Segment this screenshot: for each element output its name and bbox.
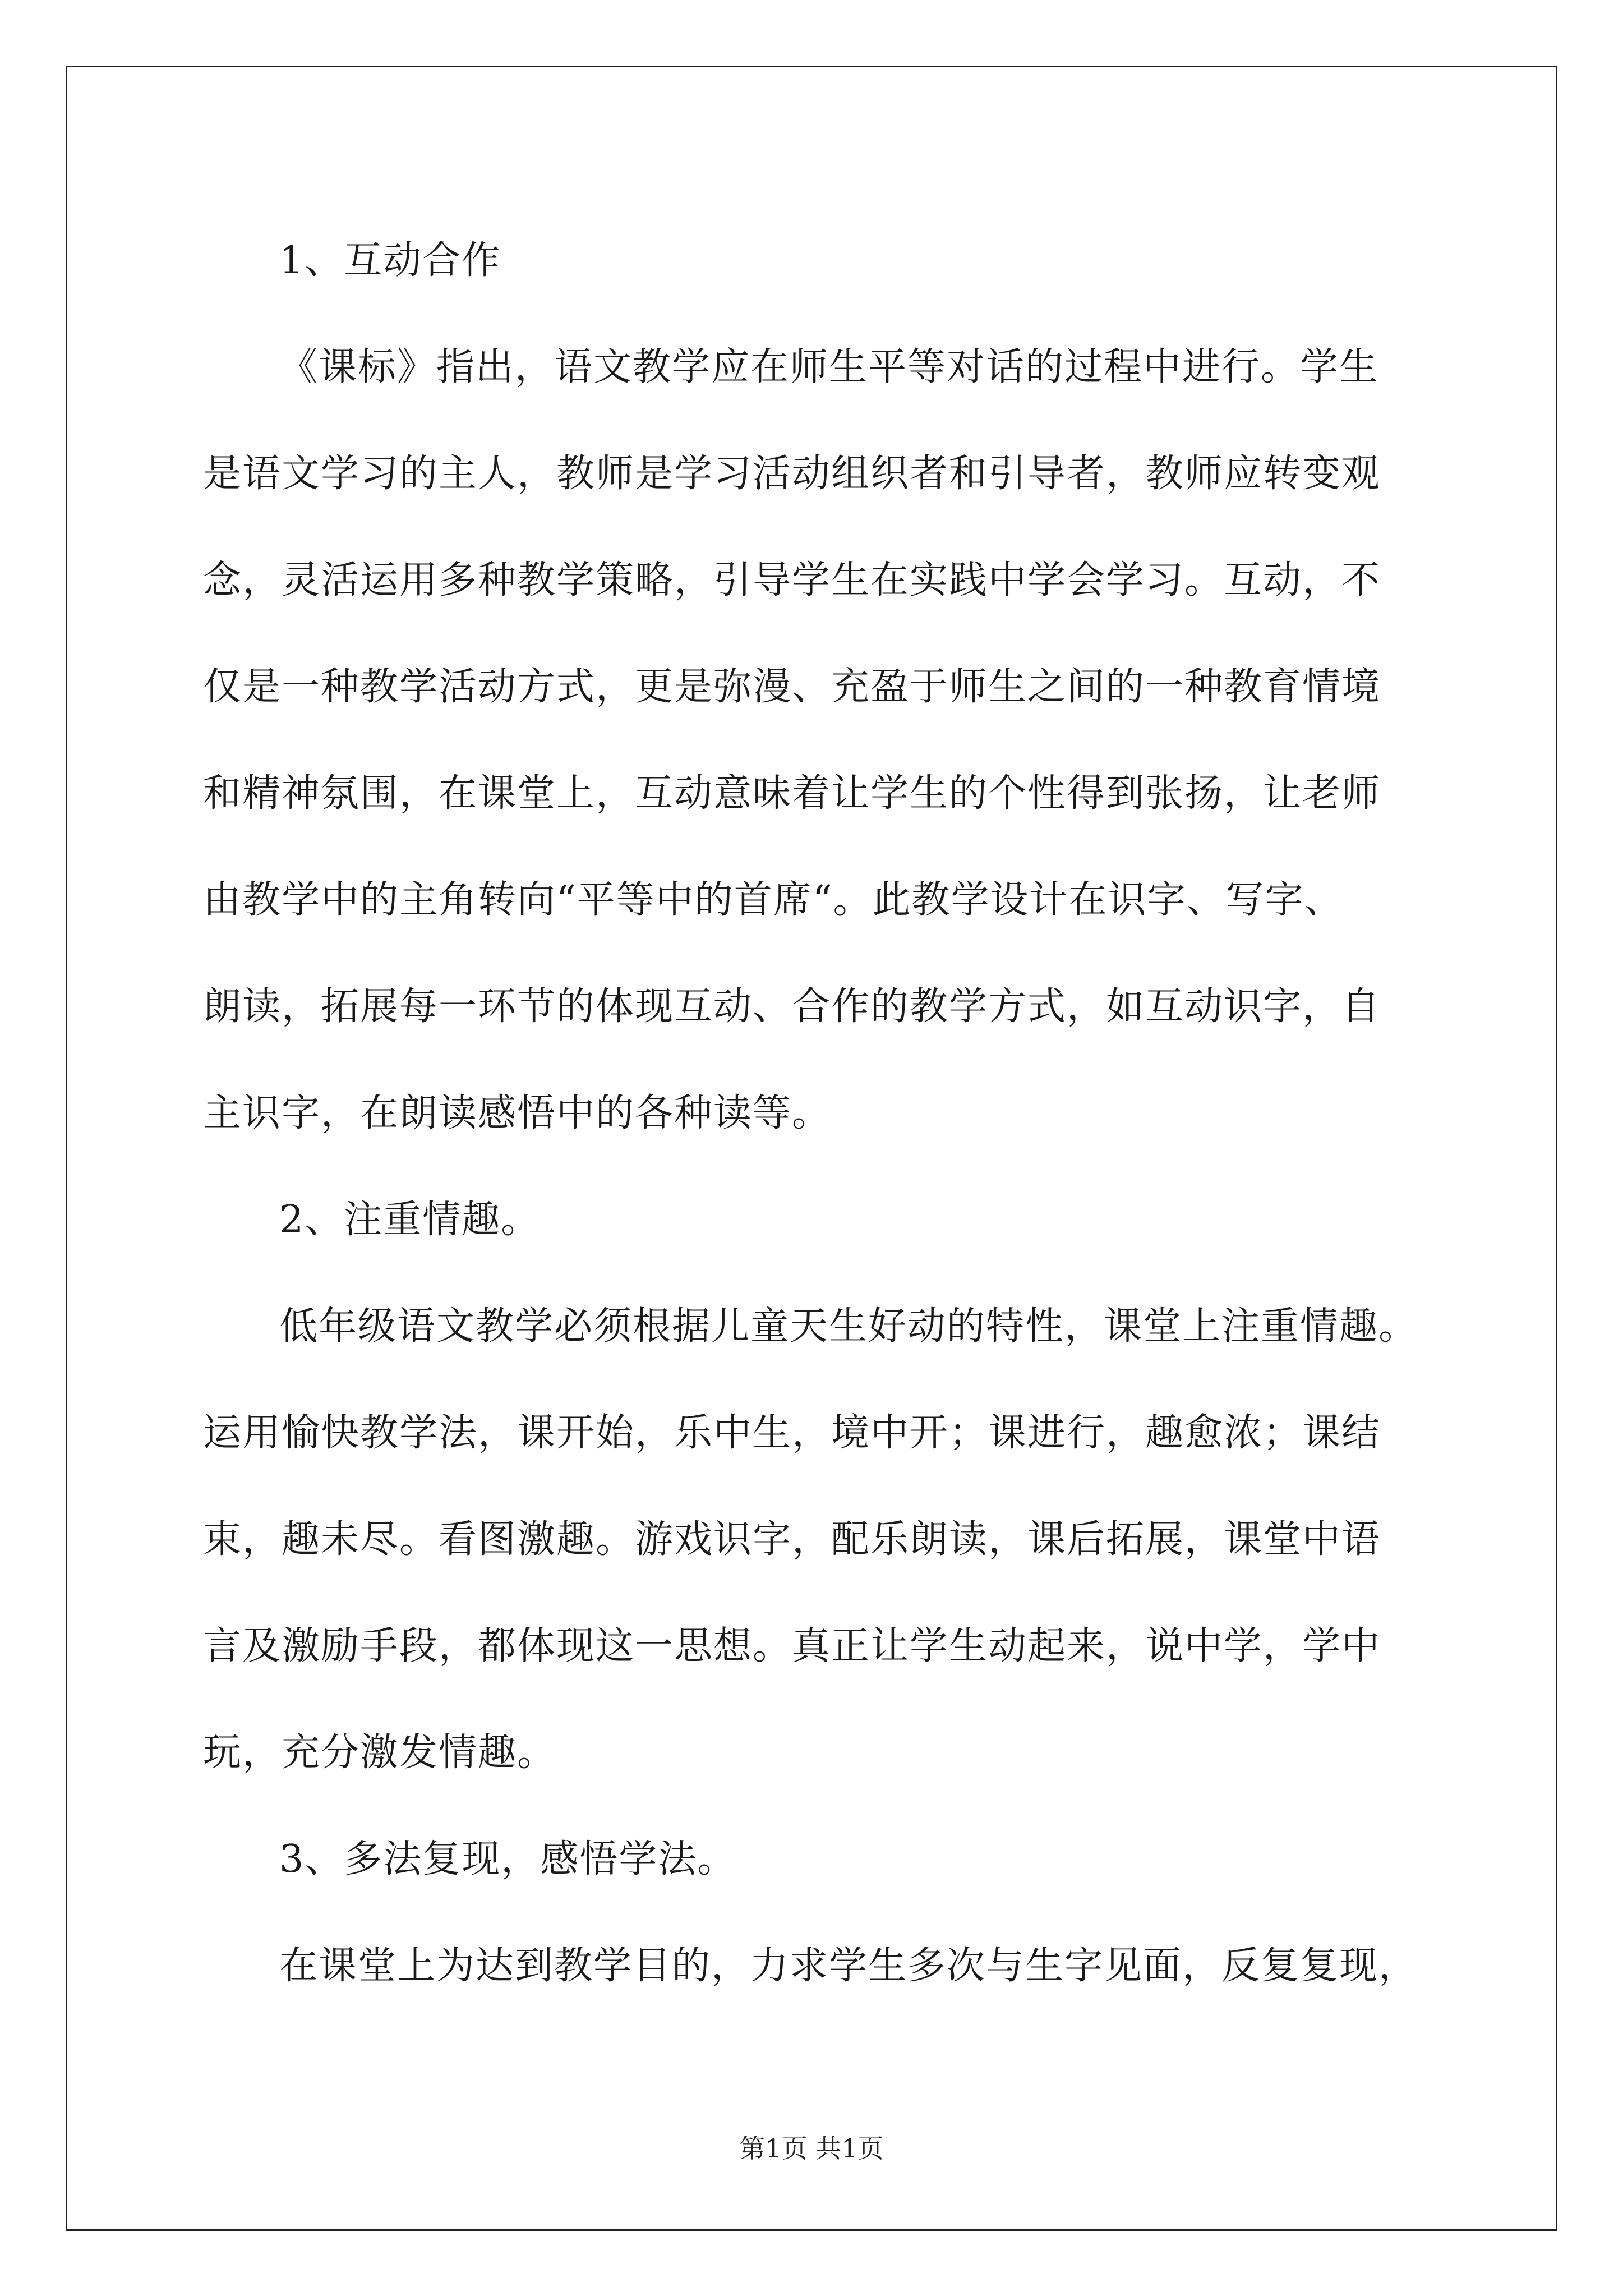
paragraph-line: 言及激励手段，都体现这一思想。真正让学生动起来，说中学，学中 <box>203 1624 1381 1668</box>
paragraph-line: 主识字，在朗读感悟中的各种读等。 <box>203 1091 832 1135</box>
paragraph-line: 由教学中的主角转向“平等中的首席“。此教学设计在识字、写字、 <box>203 878 1344 922</box>
paragraph-line: 仅是一种教学活动方式，更是弥漫、充盈于师生之间的一种教育情境 <box>203 665 1381 709</box>
paragraph-line: 束，趣未尽。看图激趣。游戏识字，配乐朗读，课后拓展，课堂中语 <box>203 1517 1381 1562</box>
paragraph-line: 玩，充分激发情趣。 <box>203 1731 557 1775</box>
paragraph-line: 在课堂上为达到教学目的，力求学生多次与生字见面，反复复现， <box>279 1944 1418 1988</box>
document-body <box>203 208 1431 2019</box>
page-number: 第1页 共1页 <box>739 2133 884 2164</box>
paragraph-line: 运用愉快教学法，课开始，乐中生，境中开；课进行，趣愈浓；课结 <box>203 1411 1381 1455</box>
paragraph-line: 3、多法复现，感悟学法。 <box>279 1837 737 1881</box>
paragraph-line: 低年级语文教学必须根据儿童天生好动的特性，课堂上注重情趣。 <box>279 1304 1418 1349</box>
paragraph-line: 念，灵活运用多种教学策略，引导学生在实践中学会学习。互动，不 <box>203 558 1381 602</box>
paragraph-line: 《课标》指出，语文教学应在师生平等对话的过程中进行。学生 <box>279 345 1379 389</box>
paragraph-line: 2、注重情趣。 <box>279 1198 541 1242</box>
paragraph-line: 是语文学习的主人，教师是学习活动组织者和引导者，教师应转变观 <box>203 452 1381 496</box>
paragraph-line: 1、互动合作 <box>279 238 501 283</box>
paragraph-line: 朗读，拓展每一环节的体现互动、合作的教学方式，如互动识字，自 <box>203 984 1381 1029</box>
paragraph-line: 和精神氛围，在课堂上，互动意味着让学生的个性得到张扬，让老师 <box>203 771 1381 816</box>
